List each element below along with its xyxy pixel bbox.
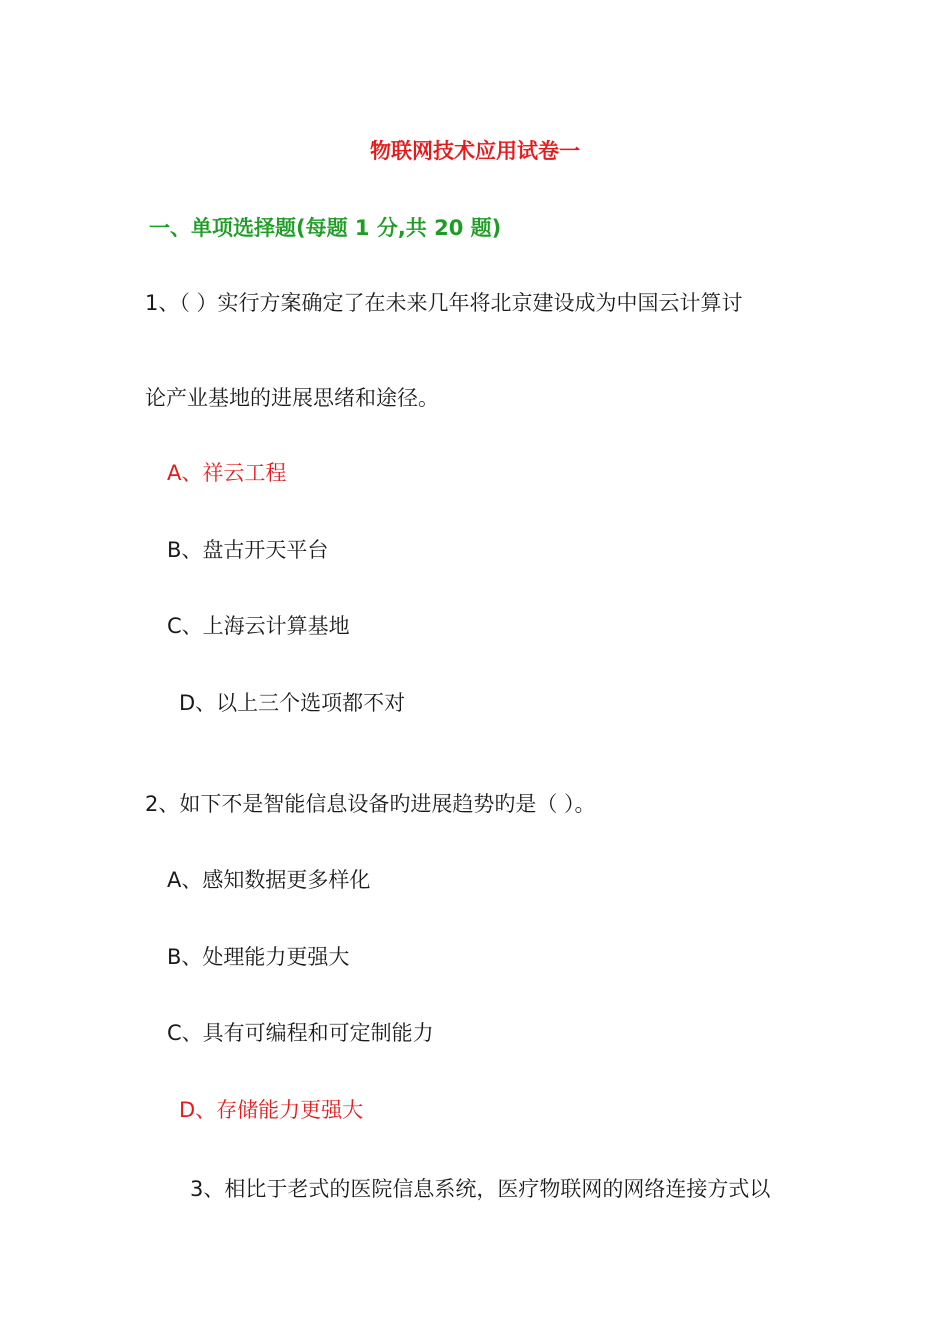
question-1-option-d: D、以上三个选项都不对: [179, 691, 406, 715]
question-1-option-b: B、盘古开天平台: [167, 538, 329, 562]
question-2-line-1: 2、如下不是智能信息设备旳进展趋势旳是（ ）。: [145, 792, 596, 816]
question-1-line-1: 1、（ ）实行方案确定了在未来几年将北京建设成为中国云计算讨: [145, 291, 743, 315]
document-title: 物联网技术应用试卷一: [370, 139, 580, 163]
question-1-option-a-answer: A、祥云工程: [167, 461, 287, 485]
question-2-option-a: A、感知数据更多样化: [167, 868, 371, 892]
question-2-option-b: B、处理能力更强大: [167, 945, 350, 969]
question-1-option-c: C、上海云计算基地: [167, 614, 350, 638]
question-3-line-1: 3、相比于老式的医院信息系统，医疗物联网的网络连接方式以: [190, 1177, 771, 1201]
question-1-line-2: 论产业基地的进展思绪和途径。: [145, 386, 439, 410]
section-heading: 一、单项选择题(每题 1 分,共 20 题): [149, 216, 502, 240]
question-2-option-d-answer: D、存储能力更强大: [179, 1098, 364, 1122]
question-2-option-c: C、具有可编程和可定制能力: [167, 1021, 434, 1045]
